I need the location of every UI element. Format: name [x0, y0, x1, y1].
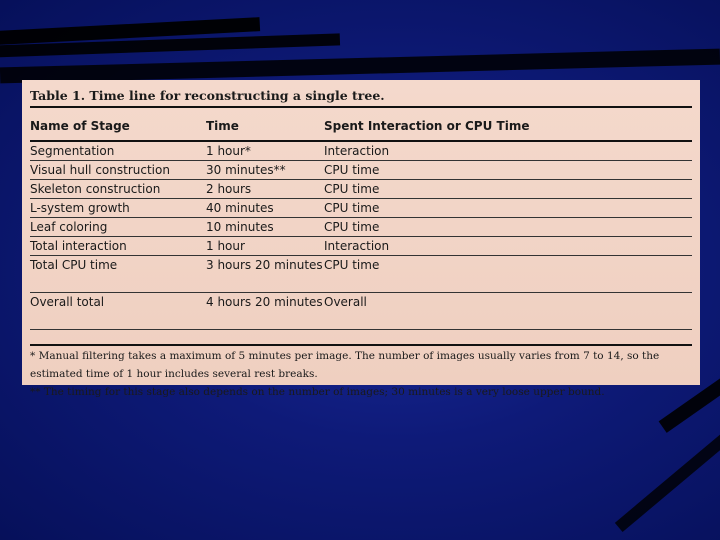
- cell-stage: Total interaction: [30, 237, 206, 256]
- cell-spent: Overall: [324, 293, 692, 330]
- table-row: [30, 256, 692, 293]
- cell-spent: Interaction: [324, 141, 692, 161]
- cell-time: 30 minutes**: [206, 161, 324, 180]
- cell-time: 1 hour*: [206, 141, 324, 161]
- cell-stage: Visual hull construction: [30, 161, 206, 180]
- table-row: [30, 141, 692, 161]
- cell-stage: Skeleton construction: [30, 180, 206, 199]
- table-row: [30, 293, 692, 330]
- table-image-panel: [22, 80, 700, 398]
- footnote: ** The timing for this stage also depends on the number of images; 30 minutes is a very loose upper bound.: [30, 386, 605, 398]
- cell-spent: CPU time: [324, 161, 692, 180]
- cell-stage: Total CPU time: [30, 256, 206, 293]
- table-title: Table 1. Time line for reconstructing a single tree.: [30, 86, 692, 108]
- decorative-stripe: [615, 420, 720, 532]
- cell-time: 1 hour: [206, 237, 324, 256]
- timeline-table: [30, 112, 692, 330]
- cell-time: 40 minutes: [206, 199, 324, 218]
- cell-spent: CPU time: [324, 256, 692, 293]
- decorative-stripe: [0, 49, 720, 84]
- table-footnotes: [30, 344, 692, 401]
- table-header-row: [30, 112, 692, 141]
- header-spent: Spent Interaction or CPU Time: [324, 112, 692, 141]
- cell-stage: Overall total: [30, 293, 206, 330]
- footnote: * Manual filtering takes a maximum of 5 minutes per image. The number of images usually varies from 7 to 14, so the estimated time of 1 hour includes several rest breaks.: [30, 350, 660, 380]
- header-stage: Name of Stage: [30, 112, 206, 141]
- table-row: [30, 218, 692, 237]
- cell-spent: CPU time: [324, 218, 692, 237]
- cell-time: 2 hours: [206, 180, 324, 199]
- cell-spent: Interaction: [324, 237, 692, 256]
- table-row: [30, 199, 692, 218]
- table-row: [30, 237, 692, 256]
- cell-stage: Leaf coloring: [30, 218, 206, 237]
- table-row: [30, 161, 692, 180]
- cell-time: 10 minutes: [206, 218, 324, 237]
- cell-stage: L-system growth: [30, 199, 206, 218]
- cell-time: 3 hours 20 minutes: [206, 256, 324, 293]
- header-time: Time: [206, 112, 324, 141]
- cell-spent: CPU time: [324, 180, 692, 199]
- cell-spent: CPU time: [324, 199, 692, 218]
- cell-stage: Segmentation: [30, 141, 206, 161]
- cell-time: 4 hours 20 minutes: [206, 293, 324, 330]
- table-row: [30, 180, 692, 199]
